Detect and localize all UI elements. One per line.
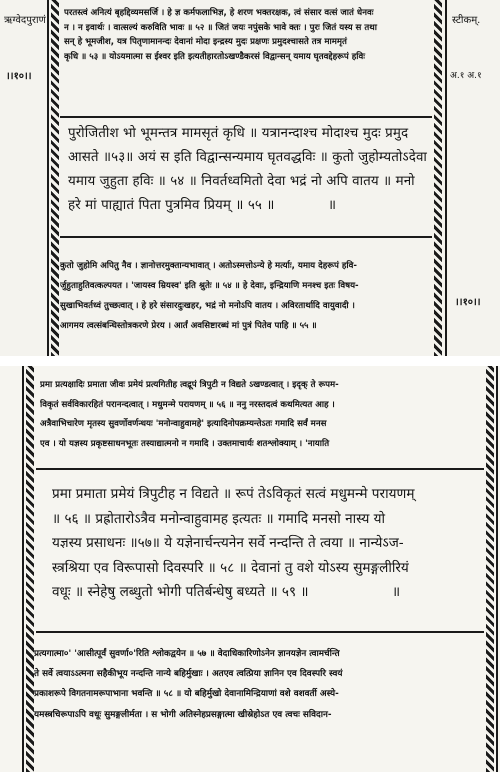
left-margin-title: ऋग्वेदपुराणं [4,15,46,26]
commentary-line: परतस्त्वं अनित्यं बृहद्दिव्यमसर्जि । हे ज्ञ कर्मफलाभिज्ञ, हे शरण भक्तरक्षक, त्वं संसार वत्सं जातं धेनवः [64,8,374,18]
right-rope-border [434,0,442,356]
left-rope-border [51,0,59,356]
divider-line [60,236,432,238]
right-rope-border [486,366,494,772]
commentary-line: अत्रैवाभिचारेण मृतस्य सुवर्णोवर्णन्धयः 'मनोन्वाहुवामहे' इत्यादिनोपक्रम्यन्तेऽतः गमादि सर्वं मनस [40,419,327,429]
left-rope-border [26,366,34,772]
commentary-line: विकृतं सर्वविकारहितं परानन्दत्वात् । मधुमन्मे परायणम् ॥ ५६ ॥ ननु नरस्तदत्वं कथमित्यत आह । [40,399,335,410]
verse-line-text: वधूः ॥ स्नेहेषु लब्धुतो भोगी पतिर्बन्धेषु बध्यते ॥ ५९ ॥ [52,584,309,601]
commentary-line: आगमय त्वत्संबन्धिस्तोत्रकरणे प्रेरय । आर्तं अवसिष्टारब्धं मां पुत्रं पितेव पाहि ॥ ५५ ॥ [60,321,317,331]
commentary-line: एव । यो यज्ञस्य प्रकृष्टसाधनभूतः तस्याद्यात्मनो न गमादि । उक्तमाचार्यः शतश्लोक्याम् । 'नायाति [40,438,330,449]
left-margin-page-number: ।।१०।। [6,71,32,82]
commentary-line: न । न इवार्थः । वात्सल्यं करुविति भावः ॥ ५२ ॥ जितं जयः नपुंसके भावे क्तः । पुरः जितं यस्य स तथा [64,22,377,33]
divider-line [36,468,484,470]
commentary-line: ते सर्वे त्वयाऽऽत्मना सहैकीभूय नन्दन्ति नान्ये बहिर्मुखाः । अतएव त्वत्प्रिया ज्ञानिन एव दिवस्परि स्वयं [34,669,343,680]
commentary-line: कृधि ॥ ५३ ॥ योऽयमात्मा स ईश्वर इति इत्यतीहारतोऽखण्डैकरसं विद्वान्सन् यमाय घृतवद्देहरूपं हविः [64,51,366,62]
top-page [0,0,500,356]
commentary-line: र्जुहुताहुतिवत्कल्पयत । 'जायस्व म्रियस्व' इति श्रुतेः ॥ ५४ ॥ हे देवाः, इन्द्रियाणि मनश्च इतः विषय- [60,281,359,291]
right-margin-title: स्टीकम्. [452,15,481,26]
divider-line [36,631,484,633]
verse-line: आसते ॥५३॥ अयं स इति विद्वान्सन्यमाय घृतवद्धविः ॥ कुतो जुहोम्यतोऽदेवा [68,150,427,165]
commentary-line: प्रत्यगात्मा०' 'आसीत्पूर्वं सुवर्णा०'रिति श्लोकद्वयेन ॥ ५७ ॥ वेदाधिकारिणोऽनेन ज्ञानयज्ञेन त्वामर्चन्ति [34,649,340,659]
right-border-line [445,0,447,356]
commentary-line: यमस्त्रचिरूपाऽपि वधूः सुमङ्गलीर्मता । स भोगी अतिस्नेहप्रसङ्गात्मा खीस्रेहोऽत एव त्वचः सविदान- [34,709,332,720]
left-border-line [22,366,24,772]
bottom-page [0,366,500,772]
lower-commentary [34,644,484,725]
verse-block [68,122,432,218]
verse-tail-mark: ॥ [392,584,401,601]
right-margin-section: अ.१ अ.१ [450,71,482,81]
commentary-line: प्रमा प्रत्यक्षादिः प्रमाता जीवः प्रमेयं प्रत्यगितीह त्वद्रूपं त्रिपुटी न विद्यते ऽखण्डत्वात् । इदृक् ते रूपम- [40,380,339,390]
commentary-line: कुतो जुहोमि अपितु नैव । ज्ञानोत्तरमुक्तान्यभावात् । अतोऽस्मत्तोऽन्ये हे मर्त्याः, यमाय देहरूपं हवि- [60,261,357,271]
right-border-line [496,366,498,772]
upper-commentary [64,6,432,64]
divider-line [60,116,432,118]
verse-line: ॥ ५६ ॥ प्रह्रोतारोऽत्रैव मनोन्वाहुवामह इत्यतः ॥ गमादि मनसो नास्य यो [52,510,386,527]
commentary-line: सुखाभिवर्तध्वं तुच्छत्वात् । हे हरे संसारदुःखहर, भद्रं नो मनोऽपि वातय । अविरतार्थादि वायुवादी । [60,301,355,311]
page-gap [0,356,500,366]
commentary-line: प्रकाशरूपे विगतनामरूपाभाना भवन्ति ॥ ५८ ॥ यो बहिर्मुखो देवानामिन्द्रियाणां वशे वशवर्ती अस्ये- [34,689,339,700]
verse-line [68,194,432,218]
verse-line [52,580,484,605]
upper-commentary [40,376,484,454]
verse-line: यज्ञस्य प्रसाधनः ॥५७॥ ये यज्ञेनार्चन्त्यनेन सर्वे नन्दन्ति ते त्वया ॥ नान्येऽज- [52,535,404,552]
verse-line: प्रमा प्रमाता प्रमेयं त्रिपुटीह न विद्यते ॥ रूपं तेऽविकृतं सत्वं मधुमन्मे परायणम् [52,486,415,502]
verse-line: स्त्रश्रिया एव विरूपासो दिवस्परि ॥ ५८ ॥ देवानां तु वशे योऽस्य सुमङ्गलीरियं [52,559,409,576]
verse-block [52,482,484,605]
verse-line-text: हरे मां पाह्यातं पिता पुत्रमिव प्रियम् ॥ ५५ ॥ [68,198,275,213]
lower-commentary [60,256,432,336]
right-margin-page-number: ।।१०।। [455,297,481,308]
verse-line: यमाय जुहुता हविः ॥ ५४ ॥ निवर्तध्वमितो देवा भद्रं नो अपि वातय ॥ मनो [68,174,415,189]
left-border-line [47,0,49,356]
commentary-line: सन् हे भूमजीश, यत्र पितृणामानन्दः देवानां मोदा इन्द्रस्य मुदः प्रक्षणः प्रमुदश्चासते तत्र माममृतं [64,37,347,48]
verse-tail-mark: ॥ [328,198,337,213]
verse-line: पुरोजितीश भो भूमन्तत्र मामसृतं कृधि ॥ यत्रानन्दाश्च मोदाश्च मुदः प्रमुद [68,126,409,141]
